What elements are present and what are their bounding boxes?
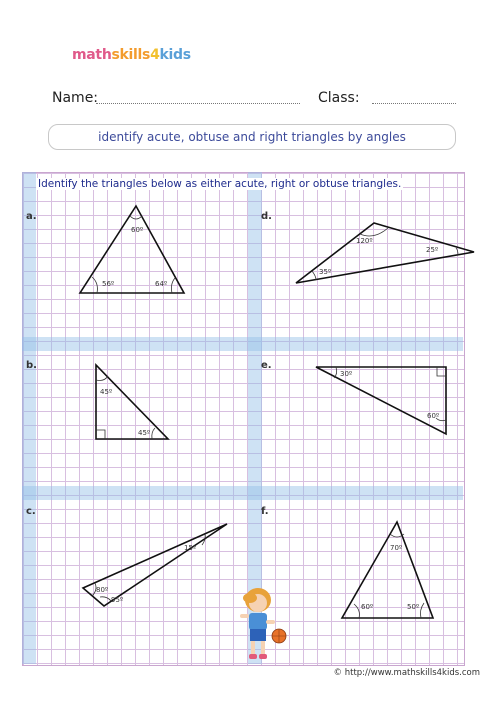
triangle-f <box>342 522 433 618</box>
angle-c-bottom: 95º <box>111 596 124 604</box>
angle-a-top: 60º <box>131 226 144 234</box>
angle-e-bottom: 60º <box>427 412 440 420</box>
girl-basketball-illustration <box>240 588 286 659</box>
problem-f-label: f. <box>261 506 269 517</box>
angle-b-right: 45º <box>138 429 151 437</box>
angle-d-left: 35º <box>319 268 332 276</box>
angle-a-left: 56º <box>102 280 115 288</box>
angle-f-left: 60º <box>361 603 374 611</box>
angle-d-top: 120º <box>356 237 373 245</box>
triangle-c <box>83 524 227 606</box>
class-label: Class: <box>318 90 360 106</box>
name-label: Name: <box>52 90 99 106</box>
logo-skills: skills <box>111 47 151 63</box>
angle-c-right: 15º <box>184 544 197 552</box>
logo-4: 4 <box>150 47 160 63</box>
problem-d-label: d. <box>261 211 272 222</box>
angle-a-right: 64º <box>155 280 168 288</box>
triangle-e <box>316 367 446 434</box>
triangle-d <box>296 223 474 283</box>
angle-e-left: 30º <box>340 370 353 378</box>
triangle-a <box>80 206 184 293</box>
triangle-b <box>96 365 168 439</box>
worksheet-title-text: identify acute, obtuse and right triangles by angles <box>98 130 406 144</box>
logo-math: math <box>72 47 112 63</box>
problem-e-label: e. <box>261 360 272 371</box>
angle-d-right: 25º <box>426 246 439 254</box>
problem-a-label: a. <box>26 211 37 222</box>
angle-f-top: 70º <box>390 544 403 552</box>
angle-b-top: 45º <box>100 388 113 396</box>
angle-c-left: 80º <box>96 586 109 594</box>
logo-kids: kids <box>159 47 191 63</box>
problem-b-label: b. <box>26 360 37 371</box>
problem-c-label: c. <box>26 506 36 517</box>
angle-f-right: 50º <box>407 603 420 611</box>
instruction-text: Identify the triangles below as either acute, right or obtuse triangles. <box>38 178 402 190</box>
copyright-text: © http://www.mathskills4kids.com <box>333 668 480 678</box>
